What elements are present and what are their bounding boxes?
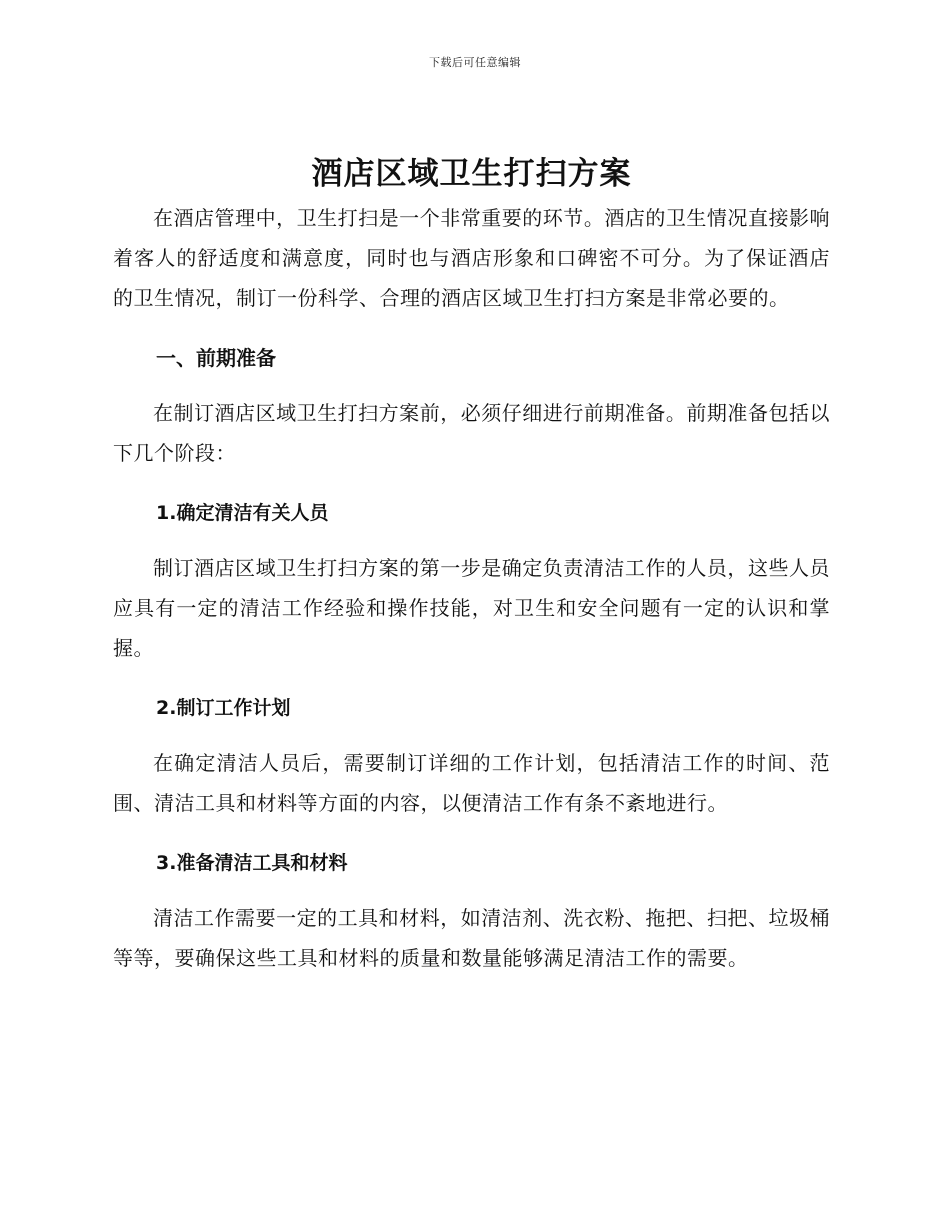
intro-paragraph: 在酒店管理中，卫生打扫是一个非常重要的环节。酒店的卫生情况直接影响着客人的舒适度和满意度，同时也与酒店形象和口碑密不可分。为了保证酒店的卫生情况，制订一份科学、合理的酒店区域卫生打扫方案是非常必要的。: [113, 206, 830, 310]
section-heading-preparation: 一、前期准备: [156, 346, 276, 370]
document-body: [113, 150, 830, 997]
page-header-note: 下载后可任意编辑: [429, 56, 521, 69]
subsection-heading-personnel: 1.确定清洁有关人员: [156, 502, 329, 524]
subsection-heading-tools-materials: 3.准备清洁工具和材料: [156, 852, 348, 874]
subsection-paragraph-personnel: 制订酒店区域卫生打扫方案的第一步是确定负责清洁工作的人员，这些人员应具有一定的清洁工作经验和操作技能，对卫生和安全问题有一定的认识和掌握。: [113, 556, 830, 660]
subsection-heading-work-plan: 2.制订工作计划: [156, 697, 291, 719]
section-intro-paragraph: 在制订酒店区域卫生打扫方案前，必须仔细进行前期准备。前期准备包括以下几个阶段：: [113, 401, 830, 465]
subsection-paragraph-tools-materials: 清洁工作需要一定的工具和材料，如清洁剂、洗衣粉、拖把、扫把、垃圾桶等等，要确保这些工具和材料的质量和数量能够满足清洁工作的需要。: [113, 906, 830, 970]
subsection-paragraph-work-plan: 在确定清洁人员后，需要制订详细的工作计划，包括清洁工作的时间、范围、清洁工具和材料等方面的内容，以便清洁工作有条不紊地进行。: [113, 751, 830, 815]
document-title: 酒店区域卫生打扫方案: [311, 156, 632, 192]
